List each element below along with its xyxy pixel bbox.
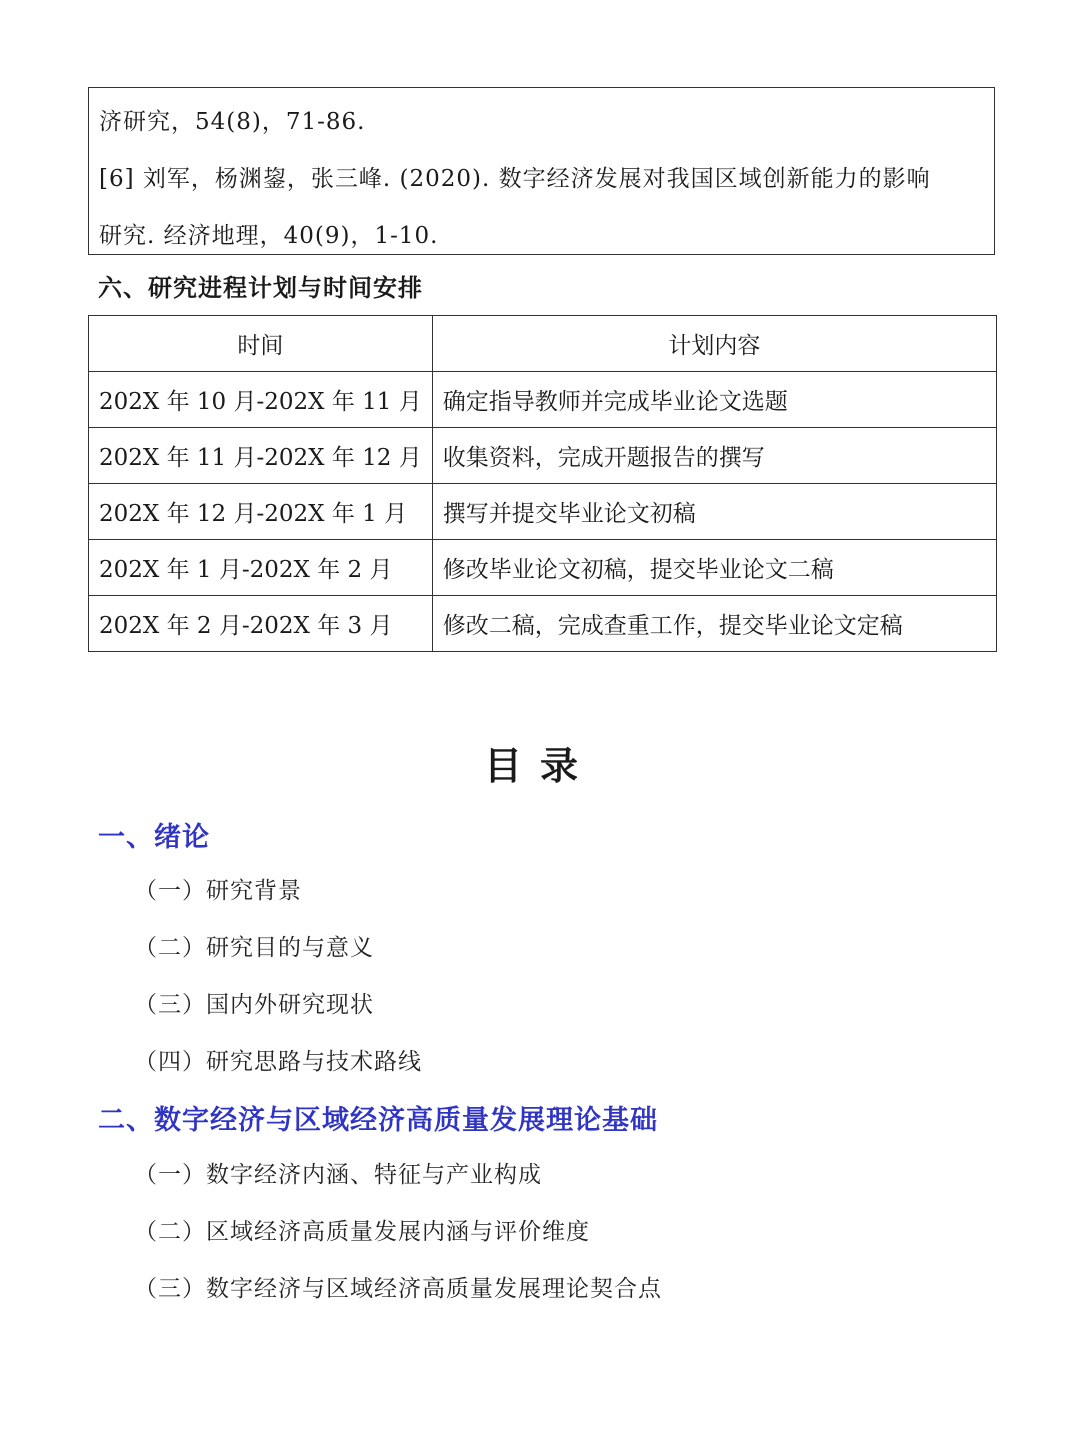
toc-section[interactable]: （三）数字经济与区域经济高质量发展理论契合点: [134, 1276, 662, 1302]
cell-content: 撰写并提交毕业论文初稿: [432, 484, 996, 540]
table-row: [89, 596, 997, 652]
column-header-content: 计划内容: [432, 316, 996, 372]
references-box: [88, 87, 995, 255]
cell-time: 202X 年 12 月-202X 年 1 月: [89, 484, 433, 540]
cell-content: 修改毕业论文初稿，提交毕业论文二稿: [432, 540, 996, 596]
toc-section[interactable]: （一）研究背景: [134, 878, 302, 904]
schedule-heading: 六、研究进程计划与时间安排: [98, 274, 423, 302]
reference-line: [6] 刘军，杨渊鋆，张三峰. (2020). 数字经济发展对我国区域创新能力的影响: [99, 166, 931, 192]
toc-section[interactable]: （二）研究目的与意义: [134, 935, 374, 961]
reference-line: 研究. 经济地理，40(9)，1-10.: [99, 223, 439, 249]
column-header-time: 时间: [89, 316, 433, 372]
table-row: [89, 484, 997, 540]
cell-time: 202X 年 2 月-202X 年 3 月: [89, 596, 433, 652]
cell-content: 收集资料，完成开题报告的撰写: [432, 428, 996, 484]
toc-section[interactable]: （三）国内外研究现状: [134, 992, 374, 1018]
table-row: [89, 428, 997, 484]
cell-content: 修改二稿，完成查重工作，提交毕业论文定稿: [432, 596, 996, 652]
toc-section[interactable]: （一）数字经济内涵、特征与产业构成: [134, 1162, 542, 1188]
cell-content: 确定指导教师并完成毕业论文选题: [432, 372, 996, 428]
toc-chapter-1[interactable]: 一、绪论: [98, 822, 210, 853]
toc-section[interactable]: （四）研究思路与技术路线: [134, 1049, 422, 1075]
reference-line: 济研究，54(8)，71-86.: [99, 109, 366, 135]
cell-time: 202X 年 11 月-202X 年 12 月: [89, 428, 433, 484]
toc-section[interactable]: （二）区域经济高质量发展内涵与评价维度: [134, 1219, 590, 1245]
toc-chapter-2[interactable]: 二、数字经济与区域经济高质量发展理论基础: [98, 1105, 658, 1136]
cell-time: 202X 年 10 月-202X 年 11 月: [89, 372, 433, 428]
cell-time: 202X 年 1 月-202X 年 2 月: [89, 540, 433, 596]
table-row: [89, 540, 997, 596]
toc-title: 目录: [483, 744, 596, 788]
table-header-row: [89, 316, 997, 372]
schedule-table: [88, 315, 997, 652]
table-row: [89, 372, 997, 428]
